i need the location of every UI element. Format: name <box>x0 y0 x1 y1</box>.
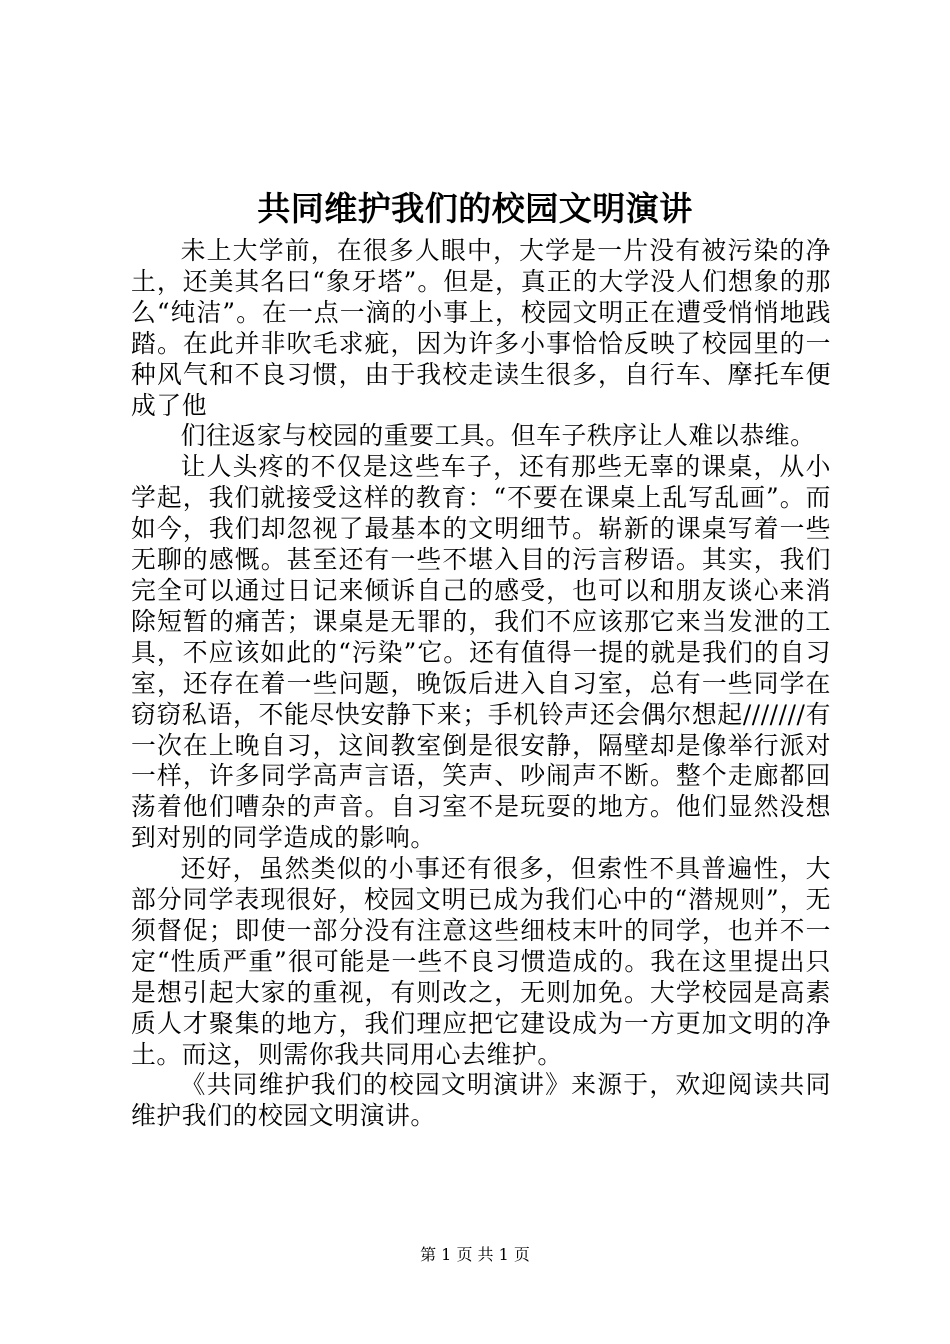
paragraph: 们往返家与校园的重要工具。但车子秩序让人难以恭维。 <box>180 421 816 451</box>
document-body <box>131 236 831 1132</box>
paragraph: 让人头疼的不仅是这些车子，还有那些无辜的课桌，从小学起，我们就接受这样的教育：“不要在课桌上乱写乱画”。而如今，我们却忽视了最基本的文明细节。崭新的课桌写着一些无聊的感慨。甚至还有一些不堪入目的污言秽语。其实，我们完全可以通过日记来倾诉自己的感受，也可以和朋友谈心来消除短暂的痛苦；课桌是无罪的，我们不应该那它来当发泄的工具，不应该如此的“污染”它。还有值得一提的就是我们的自习室，还存在着一些问题，晚饭后进入自习室，总有一些同学在窃窃私语，不能尽快安静下来；手机铃声还会偶尔想起///////有一次在上晚自习，这间教室倒是很安静，隔壁却是像举行派对一样，许多同学高声言语，笑声、吵闹声不断。整个走廊都回荡着他们嘈杂的声音。自习室不是玩耍的地方。他们显然没想到对别的同学造成的影响。 <box>131 452 831 853</box>
paragraph: 《共同维护我们的校园文明演讲》来源于，欢迎阅读共同维护我们的校园文明演讲。 <box>131 1070 831 1131</box>
paragraph: 还好，虽然类似的小事还有很多，但索性不具普遍性，大部分同学表现很好，校园文明已成为我们心中的“潜规则”，无须督促；即使一部分没有注意这些细枝末叶的同学，也并不一定“性质严重”很可能是一些不良习惯造成的。我在这里提出只是想引起大家的重视，有则改之，无则加免。大学校园是高素质人才聚集的地方，我们理应把它建设成为一方更加文明的净土。而这，则需你我共同用心去维护。 <box>131 854 831 1069</box>
paragraph: 未上大学前，在很多人眼中，大学是一片没有被污染的净土，还美其名曰“象牙塔”。但是，真正的大学没人们想象的那么“纯洁”。在一点一滴的小事上，校园文明正在遭受悄悄地践踏。在此并非吹毛求疵，因为许多小事恰恰反映了校园里的一种风气和不良习惯，由于我校走读生很多，自行车、摩托车便成了他 <box>131 236 831 420</box>
page-footer: 第 1 页 共 1 页 <box>420 1245 530 1264</box>
page-title: 共同维护我们的校园文明演讲 <box>257 189 693 228</box>
